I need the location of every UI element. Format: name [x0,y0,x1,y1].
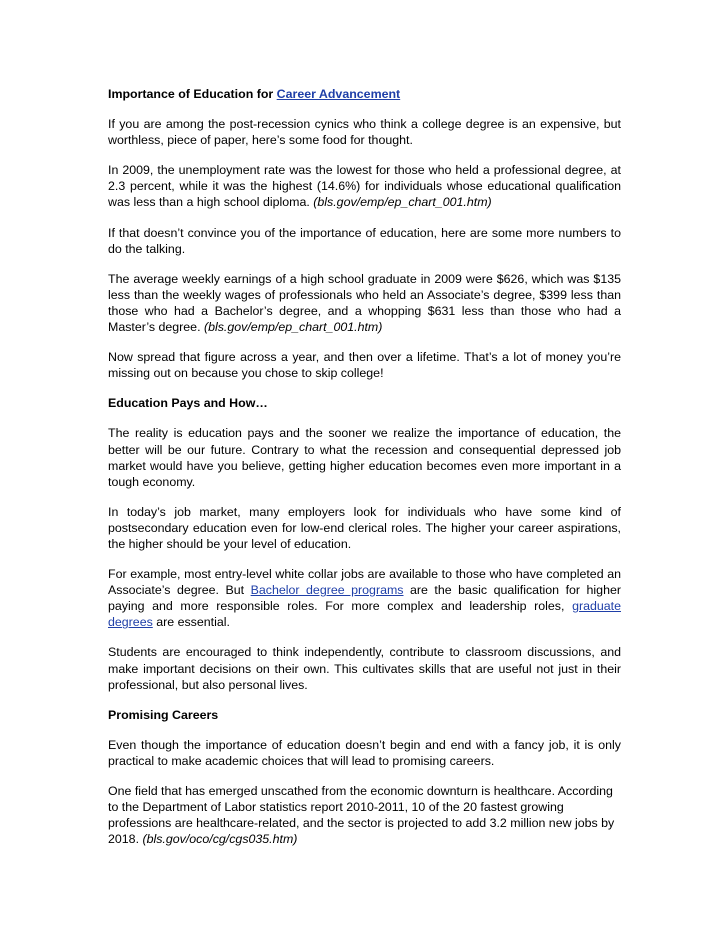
paragraph-unemployment [108,162,621,210]
paragraph-unemployment-text: In 2009, the unemployment rate was the lowest for those who held a professional degree, at 2.3 percent, while it was the highest (14.6%) for individuals whose educational qualification was less than a high school diploma. [108,163,621,210]
paragraph-intro-text: If you are among the post-recession cynics who think a college degree is an expensive, but worthless, piece of paper, here’s some food for thought. [108,117,621,148]
paragraph-example-text-a: For example, most entry-level white collar jobs are available to those who have completed an Associate’s degree. But [108,567,621,598]
paragraph-example-text-c: are essential. [152,615,230,630]
career-advancement-link[interactable]: Career Advancement [276,87,401,101]
heading-promising-careers: Promising Careers [108,707,219,722]
paragraph-example-text-b: are the basic qualification for higher paying and more responsible roles. For more complex and leadership roles, [108,583,621,614]
paragraph-students [108,644,621,692]
paragraph-reality [108,425,621,489]
paragraph-intro [108,116,621,148]
paragraph-lifetime-text: Now spread that figure across a year, and then over a lifetime. That’s a lot of money you’re missing out on because you chose to skip college! [108,350,621,381]
document-title [108,86,621,102]
citation-unemployment: (bls.gov/emp/ep_chart_001.htm) [313,195,492,210]
paragraph-earnings [108,271,621,335]
paragraph-practical-text: Even though the importance of education doesn’t begin and end with a fancy job, it is only practical to make academic choices that will lead to promising careers. [108,737,621,768]
paragraph-convince-text: If that doesn’t convince you of the importance of education, here are some more numbers to do the talking. [108,225,621,256]
paragraph-practical [108,737,621,769]
paragraph-job-market-text: In today’s job market, many employers look for individuals who have some kind of postsecondary education even for low-end clerical roles. The higher your career aspirations, the higher should be your level of education. [108,504,621,551]
paragraph-healthcare [108,783,621,847]
title-text: Importance of Education for [108,87,277,101]
paragraph-students-text: Students are encouraged to think independently, contribute to classroom discussions, and make important decisions on their own. This cultivates skills that are useful not just in their professional, but also personal lives. [108,645,621,692]
paragraph-job-market [108,504,621,552]
paragraph-lifetime [108,349,621,381]
paragraph-earnings-text: The average weekly earnings of a high school graduate in 2009 were $626, which was $135 less than the weekly wages of professionals who held an Associate’s degree, $399 less than those who had a Bachelor’s degree, and a whopping $631 less than those who had a Master’s degree. [108,271,621,335]
paragraph-example [108,566,621,630]
heading-education-pays: Education Pays and How… [108,396,268,411]
bachelor-degree-programs-link[interactable]: Bachelor degree programs [250,583,404,598]
citation-healthcare: (bls.gov/oco/cg/cgs035.htm) [142,832,298,847]
paragraph-healthcare-text: One field that has emerged unscathed from the economic downturn is healthcare. According to the Department of Labor statistics report 2010-2011, 10 of the 20 fastest growing professions are healthcare-related, and the sector is projected to add 3.2 million new jobs by 2018. [108,784,615,847]
citation-earnings: (bls.gov/emp/ep_chart_001.htm) [203,320,383,335]
document-page [108,86,621,861]
paragraph-reality-text: The reality is education pays and the sooner we realize the importance of education, the better will be our future. Contrary to what the recession and consequential depressed job market would have you believe, getting higher education becomes even more important in a tough economy. [108,426,621,489]
paragraph-convince [108,225,621,257]
graduate-degrees-link[interactable]: graduate degrees [108,599,621,630]
